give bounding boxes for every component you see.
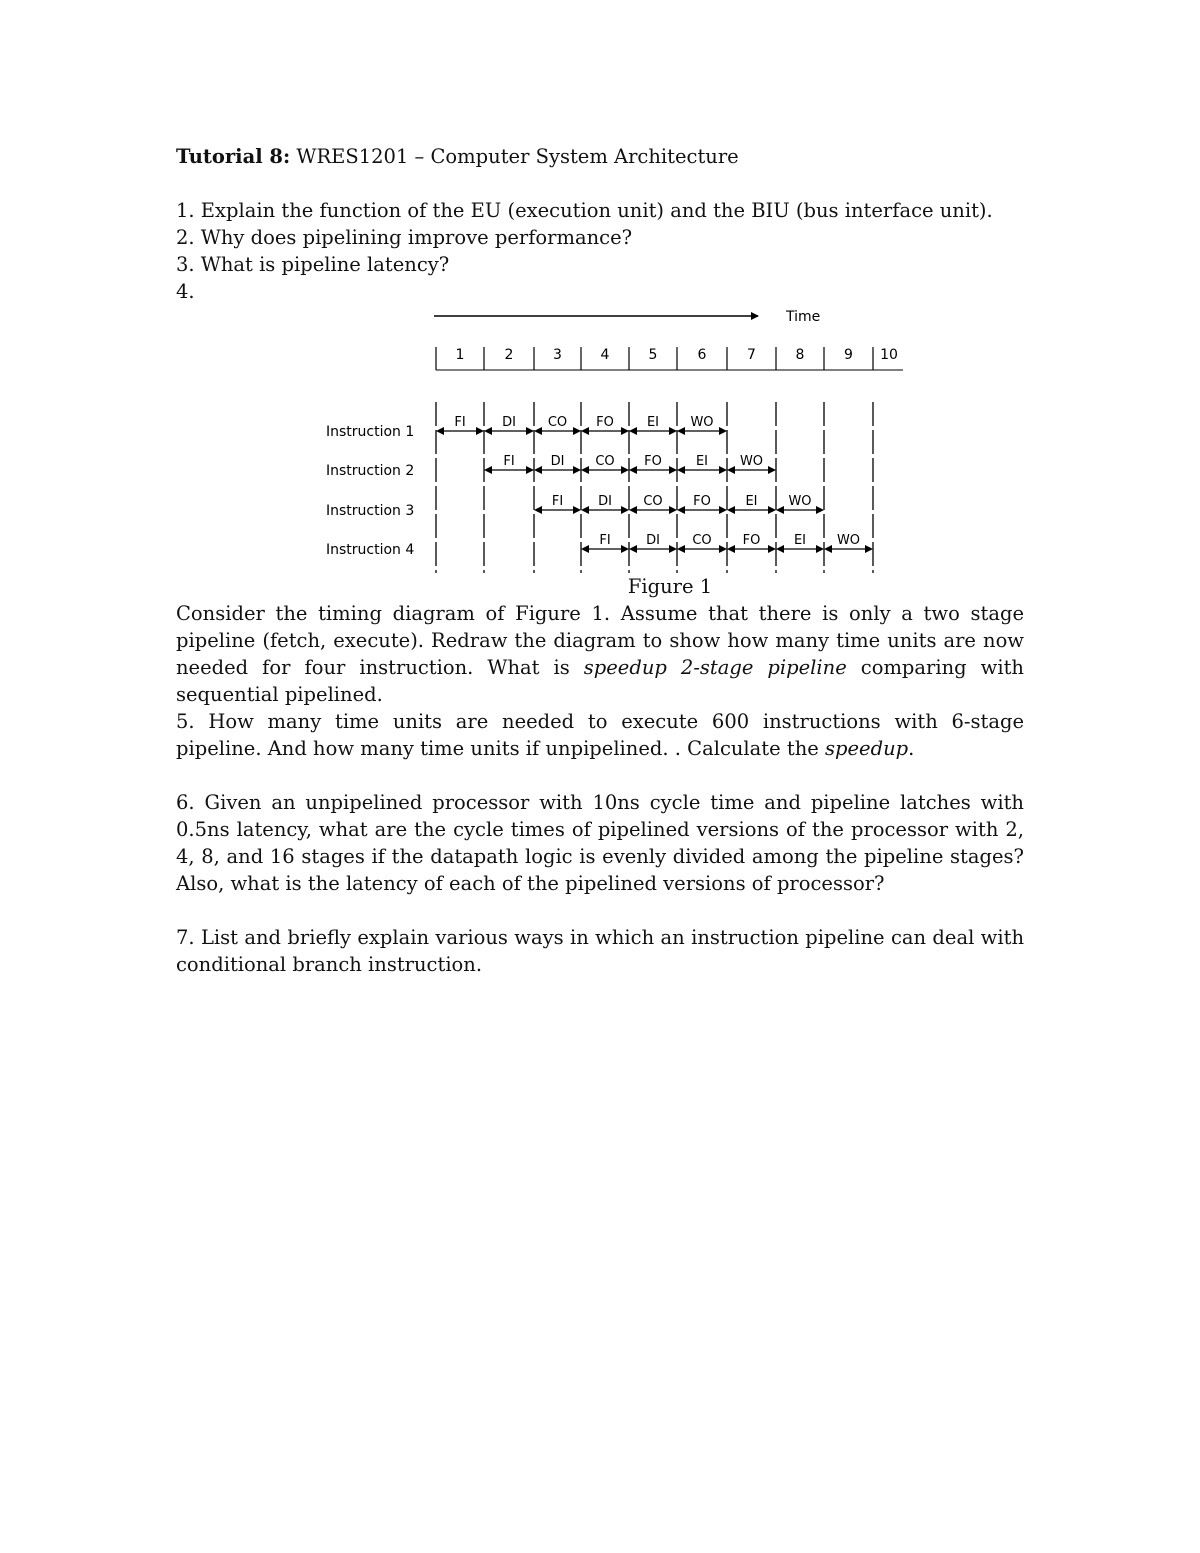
stage-arrowhead-left (436, 427, 444, 435)
stage-arrowhead-left (581, 427, 589, 435)
stage-label: FI (551, 494, 564, 509)
stage-label: WO (739, 454, 764, 469)
instruction-label: Instruction 4 (326, 542, 415, 558)
stage-label: DI (646, 533, 660, 548)
stage-label: FO (644, 454, 662, 469)
stage-arrowhead-right (719, 545, 727, 553)
time-unit-label: 1 (455, 347, 465, 363)
stage-label: FI (599, 533, 611, 548)
stage-arrowhead-right (768, 466, 776, 474)
time-unit-label: 10 (880, 347, 898, 363)
stage-label: CO (547, 415, 568, 430)
stage-label: WO (788, 494, 812, 509)
figure-caption: Figure 1 (627, 575, 713, 598)
stage-arrowhead-right (865, 545, 873, 553)
question-1: 1. Explain the function of the EU (execution unit) and the BIU (bus interface unit). (176, 199, 993, 222)
stage-arrowhead-right (573, 466, 581, 474)
course-name: WRES1201 – Computer System Architecture (296, 145, 739, 168)
q5-text-b: . (908, 737, 915, 760)
stage-arrowhead-left (727, 506, 735, 514)
question-4-number: 4. (176, 280, 195, 303)
stage-arrowhead-left (824, 545, 832, 553)
time-unit-label: 7 (747, 347, 756, 363)
stage-arrowhead-right (526, 427, 534, 435)
q4-text-b: comparing with sequential pipelined. (176, 656, 1024, 706)
stage-arrowhead-right (669, 427, 677, 435)
stage-arrowhead-left (629, 545, 637, 553)
stage-arrowhead-left (629, 427, 637, 435)
stage-label: WO (836, 533, 861, 548)
question-3: 3. What is pipeline latency? (176, 253, 450, 276)
stage-arrowhead-right (719, 506, 727, 514)
stage-arrowhead-left (534, 427, 542, 435)
q4-text-a: Consider the timing diagram of Figure 1. Assume that there is only a two stage pipeline (fetch, execute). Redraw the diagram to show how many time units are now needed for four instruction. What is (176, 602, 1024, 679)
time-label: Time (786, 309, 821, 325)
stage-label: CO (643, 494, 663, 509)
question-4-text (176, 600, 1024, 708)
title-label: Tutorial 8: (176, 145, 291, 168)
stage-arrowhead-right (573, 506, 581, 514)
stage-label: CO (692, 533, 712, 548)
stage-arrowhead-right (768, 506, 776, 514)
stage-arrowhead-right (669, 545, 677, 553)
stage-arrowhead-left (581, 466, 589, 474)
instruction-label: Instruction 1 (326, 424, 415, 440)
question-2: 2. Why does pipelining improve performance? (176, 226, 633, 249)
stage-arrowhead-left (629, 466, 637, 474)
stage-arrowhead-right (816, 545, 824, 553)
stage-label: DI (502, 415, 516, 430)
time-unit-label: 9 (844, 347, 853, 363)
stage-arrowhead-right (621, 545, 629, 553)
stage-arrowhead-left (677, 506, 685, 514)
question-6: 6. Given an unpipelined processor with 10ns cycle time and pipeline latches with 0.5ns latency, what are the cycle times of pipelined versions of the processor with 2, 4, 8, and 16 stages if the datapath logic is evenly divided among the pipeline stages? Also, what is the latency of each of the pipelined versions of processor? (176, 791, 1024, 895)
stage-label: FO (742, 533, 761, 548)
stage-arrowhead-left (581, 506, 589, 514)
stage-arrowhead-right (719, 427, 727, 435)
instruction-label: Instruction 3 (326, 503, 415, 519)
stage-label: WO (690, 415, 714, 430)
stage-label: FO (596, 415, 614, 430)
stage-arrowhead-left (484, 427, 492, 435)
time-unit-label: 2 (504, 347, 514, 363)
time-unit-label: 3 (553, 347, 562, 363)
stage-label: EI (695, 454, 709, 469)
stage-label: FI (503, 454, 515, 469)
q4-text-emphasis: speedup 2-stage pipeline (583, 656, 847, 679)
stage-arrowhead-left (484, 466, 492, 474)
instruction-label: Instruction 2 (326, 463, 415, 479)
stage-arrowhead-left (534, 506, 542, 514)
stage-label: EI (745, 494, 758, 509)
stage-label: EI (646, 415, 660, 430)
stage-label: FI (454, 415, 466, 430)
time-unit-label: 6 (697, 347, 707, 363)
stage-arrowhead-left (581, 545, 589, 553)
stage-arrowhead-left (677, 466, 685, 474)
stage-arrowhead-right (621, 466, 629, 474)
stage-arrowhead-left (776, 506, 784, 514)
stage-arrowhead-right (621, 506, 629, 514)
stage-label: CO (595, 454, 615, 469)
stage-arrowhead-right (621, 427, 629, 435)
question-5 (176, 708, 1024, 762)
stage-arrowhead-left (629, 506, 637, 514)
stage-label: EI (793, 533, 807, 548)
stage-arrowhead-left (727, 545, 735, 553)
stage-arrowhead-right (526, 466, 534, 474)
stage-arrowhead-right (768, 545, 776, 553)
time-unit-label: 8 (795, 347, 805, 363)
stage-arrowhead-right (476, 427, 484, 435)
stage-label: DI (598, 494, 612, 509)
q5-text-emphasis: speedup (825, 737, 909, 760)
stage-arrowhead-left (677, 427, 685, 435)
time-unit-label: 5 (648, 347, 658, 363)
time-unit-label: 4 (600, 347, 610, 363)
stage-label: FO (693, 494, 711, 509)
stage-arrowhead-right (669, 466, 677, 474)
stage-arrowhead-right (719, 466, 727, 474)
stage-label: DI (550, 454, 565, 469)
stage-arrowhead-left (776, 545, 784, 553)
stage-arrowhead-left (534, 466, 542, 474)
stage-arrowhead-right (573, 427, 581, 435)
stage-arrowhead-left (727, 466, 735, 474)
q5-text-a: 5. How many time units are needed to execute 600 instructions with 6-stage pipeline. And how many time units if unpipelined. . Calculate the (176, 710, 1024, 760)
question-7: 7. List and briefly explain various ways in which an instruction pipeline can deal with conditional branch instruction. (176, 926, 1024, 976)
stage-arrowhead-left (677, 545, 685, 553)
stage-arrowhead-right (816, 506, 824, 514)
stage-arrowhead-right (669, 506, 677, 514)
